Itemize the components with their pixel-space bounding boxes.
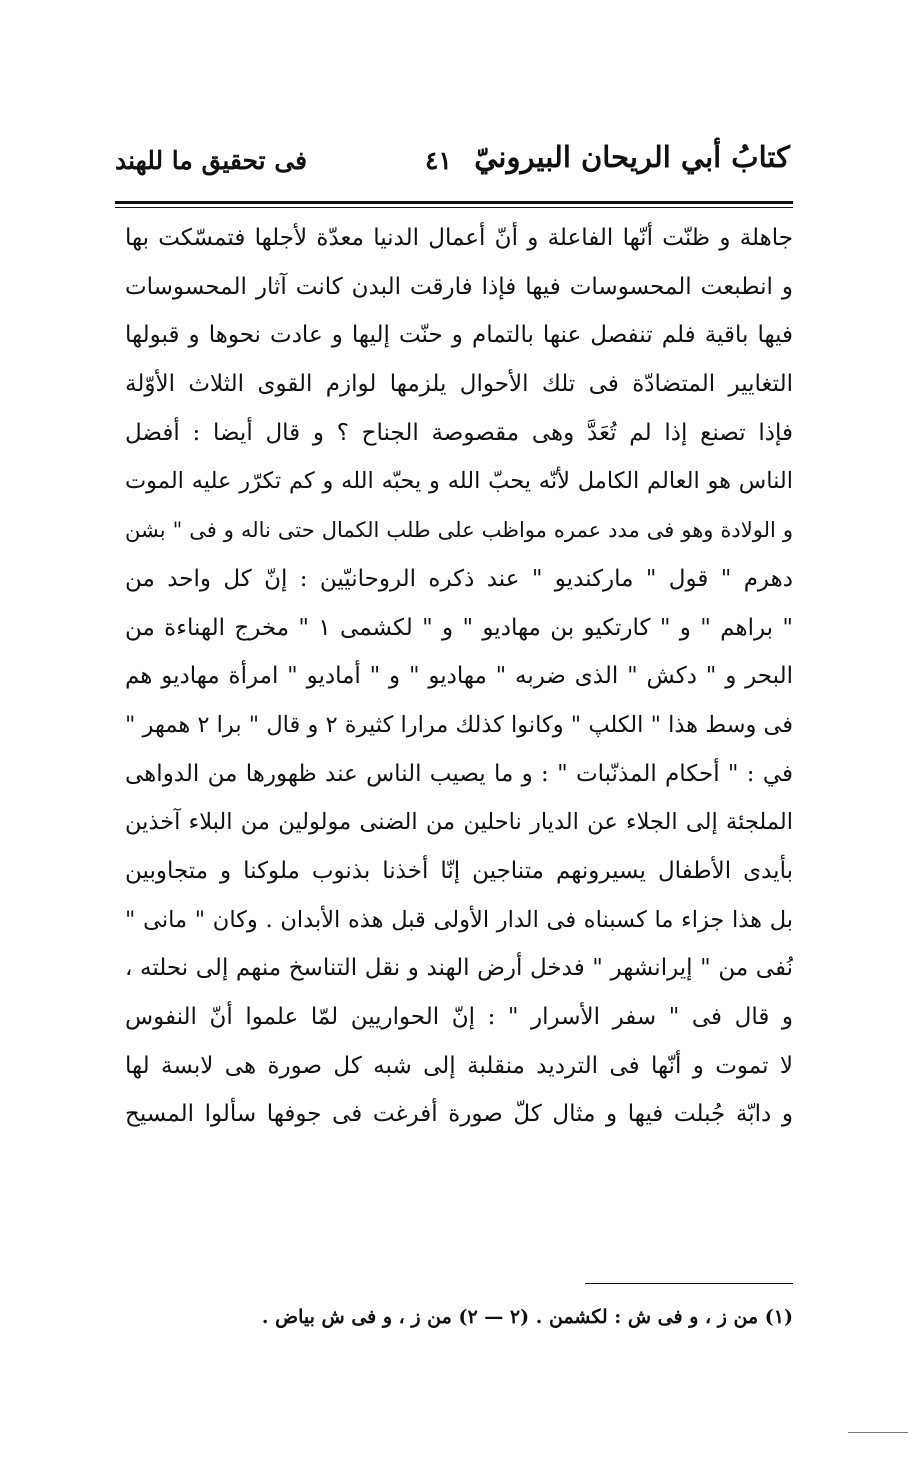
text-line: لا تموت و أنّها فى الترديد منقلبة إلى شبه كل صورة هى لابسة لها [125,1052,793,1079]
text-line: و الولادة وهو فى مدد عمره مواظب على طلب الكمال حتى ناله و فى " بشن [125,518,793,543]
text-line: البحر و " دكش " الذى ضربه " مهاديو " و " أماديو " امرأة مهاديو هم [125,663,793,690]
margin-mark [848,1432,908,1433]
body-text [125,214,793,1139]
text-line: نُفى من " إيرانشهر " فدخل أرض الهند و نقل التناسخ منهم إلى نحلته ، [125,955,793,982]
text-line: جاهلة و ظنّت أنّها الفاعلة و أنّ أعمال الدنيا معدّة لأجلها فتمسّكت بها [125,225,793,251]
book-subtitle: فى تحقيق ما للهند [115,146,308,175]
footnote: (١) من ز ، و فى ش : لكشمن . (٢ — ٢) من ز ، و فى ش بياض . [261,1306,793,1328]
text-line: فإذا تصنع إذا لم تُعَدَّ وهى مقصوصة الجناح ؟ و قال أيضا : أفضل [125,419,793,446]
text-line: و قال فى " سفر الأسرار " : إنّ الحواريين لمّا علموا أنّ النفوس [125,1004,793,1030]
text-line: " براهم " و " كارتكيو بن مهاديو " و " لكشمى ١ " مخرج الهناءة من [125,614,793,641]
book-title: كتابُ أبي الريحان البيرونيّ [474,140,790,174]
text-line: فى وسط هذا " الكلپ " وكانوا كذلك مرارا كثيرة ٢ و قال " برا ٢ همهر " [125,711,793,738]
text-line: بأيدى الأطفال يسيرونهم متناجين إنّا أخذنا بذنوب ملوكنا و متجاوبين [125,857,793,884]
text-line: التغايير المتضادّة فى تلك الأحوال يلزمها لوازم القوى الثلاث الأوّلة [125,371,793,398]
text-line: دهرم " قول " ماركنديو " عند ذكره الروحانيّين : إنّ كل واحد من [125,565,793,592]
footnote-rule [585,1283,793,1284]
header-rule-thin [115,207,793,208]
text-line: الناس هو العالم الكامل لأنّه يحبّ الله و يحبّه الله و كم تكرّر عليه الموت [125,468,793,495]
header-rule-thick [115,201,793,204]
text-line: و انطبعت المحسوسات فيها فإذا فارقت البدن كانت آثار المحسوسات [125,273,793,300]
page-number: ٤١ [425,146,452,175]
text-line: فيها باقية فلم تنفصل عنها بالتمام و حنّت إليها و عادت نحوها و قبولها [125,322,793,349]
text-line: بل هذا جزاء ما كسبناه فى الدار الأولى قبل هذه الأبدان . وكان " مانى " [125,906,793,933]
text-line: في : " أحكام المذنّبات " : و ما يصيب الناس عند ظهورها من الدواهى [125,760,793,787]
text-line: الملجئة إلى الجلاء عن الديار ناحلين من الضنى مولولين من البلاء آخذين [125,809,793,836]
running-header [115,140,790,190]
text-line: و دابّة جُبلت فيها و مثال كلّ صورة أفرغت فى جوفها سألوا المسيح [125,1101,793,1128]
